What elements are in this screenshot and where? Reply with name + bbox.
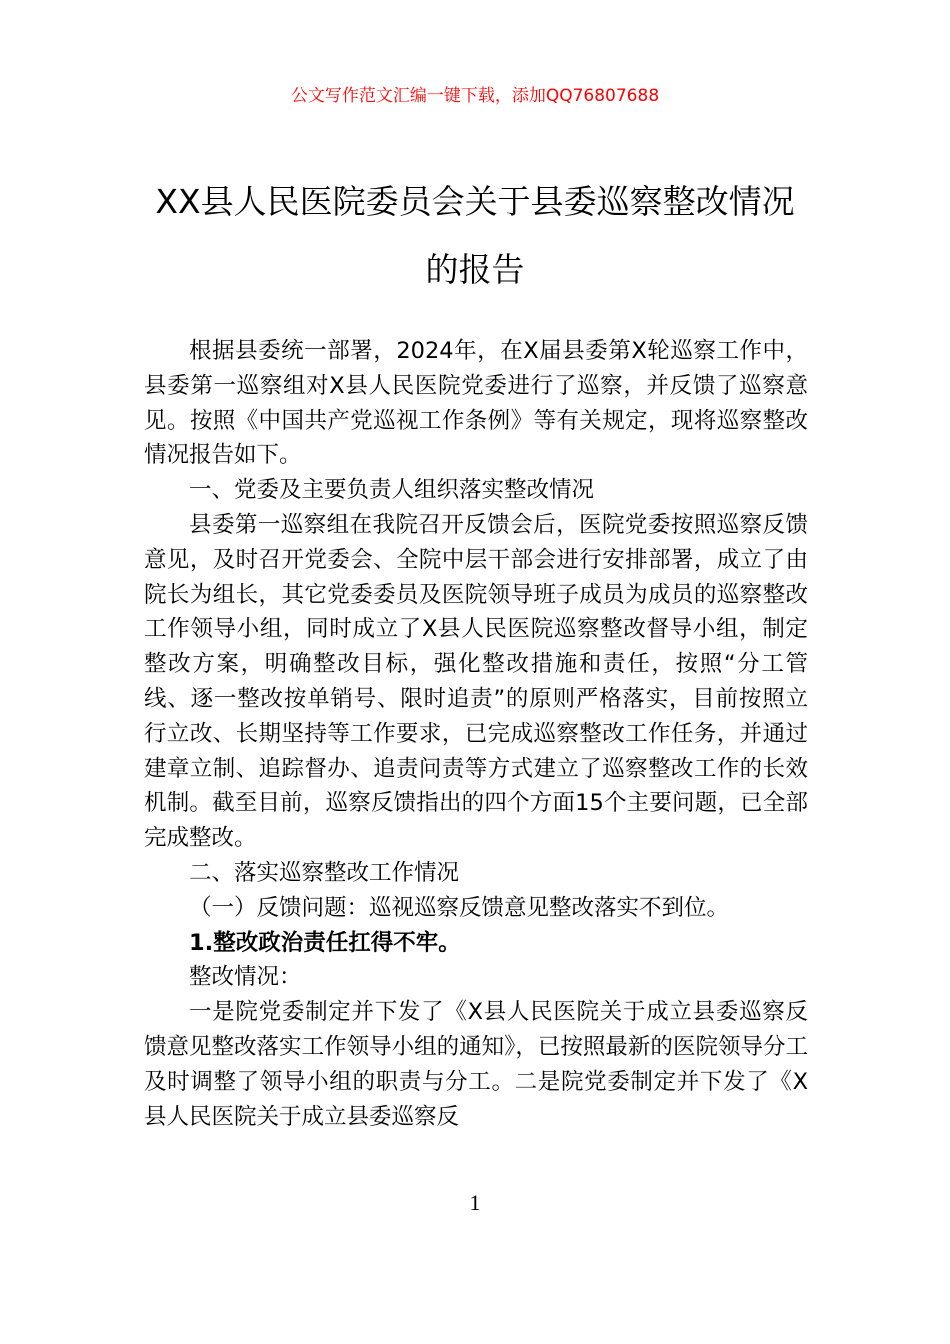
document-title: XX县人民医院委员会关于县委巡察整改情况的报告 (155, 182, 795, 289)
section-paragraph-1: 县委第一巡察组在我院召开反馈会后，医院党委按照巡察反馈意见，及时召开党委会、全院中层干部会进行安排部署，成立了由院长为组长，其它党委委员及医院领导班子成员为成员的巡察整改工作领导小组，同时成立了X县人民医院巡察整改督导小组，制定整改方案，明确整改目标，强化整改措施和责任，按照“分工管线、逐一整改按单销号、限时追责”的原则严格落实，目前按照立行立改、长期坚持等工作要求，已完成巡察整改工作任务，并通过建章立制、追踪督办、追责问责等方式建立了巡察整改工作的长效机制。截至目前，巡察反馈指出的四个方面15个主要问题，已全部完成整改。 (144, 511, 808, 852)
intro-paragraph: 根据县委统一部署，2024年，在X届县委第X轮巡察工作中，县委第一巡察组对X县人民医院党委进行了巡察，并反馈了巡察意见。按照《中国共产党巡视工作条例》等有关规定，现将巡察整改情况报告如下。 (144, 338, 808, 469)
subsection-heading-1: （一）反馈问题：巡视巡察反馈意见整改落实不到位。 (189, 894, 730, 921)
document-body (144, 334, 808, 1134)
rectification-label: 整改情况： (189, 964, 302, 991)
page-number: 1 (469, 1190, 481, 1215)
section-heading-2: 二、落实巡察整改工作情况 (189, 859, 460, 886)
promo-banner: 公文写作范文汇编一键下载，添加QQ76807688 (290, 86, 660, 106)
item-heading-1: 1.整改政治责任扛得不牢。 (189, 929, 461, 956)
section-heading-1: 一、党委及主要负责人组织落实整改情况 (189, 477, 595, 504)
rectification-paragraph: 一是院党委制定并下发了《X县人民医院关于成立县委巡察反馈意见整改落实工作领导小组的通知》，已按照最新的医院领导分工及时调整了领导小组的职责与分工。二是院党委制定并下发了《X县人民医院关于成立县委巡察反 (144, 999, 808, 1130)
